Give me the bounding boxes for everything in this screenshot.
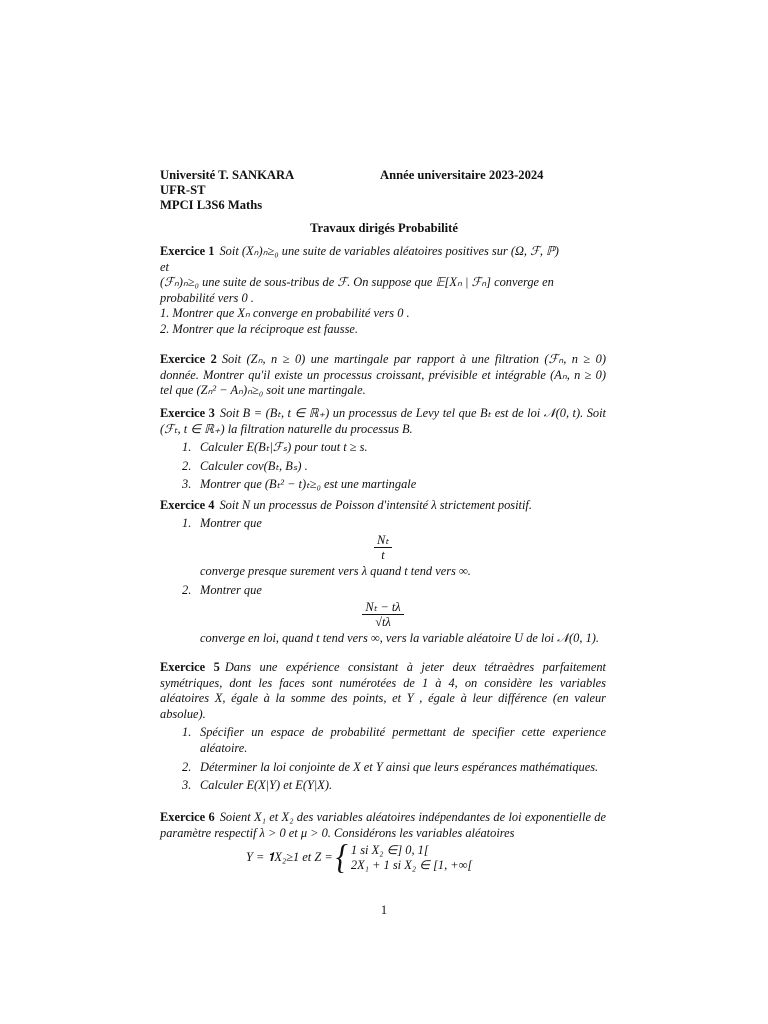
exercise-6 xyxy=(160,810,606,877)
exercise-5-label: Exercice 5 xyxy=(160,660,220,674)
exercise-5-list xyxy=(160,725,606,793)
exercise-3 xyxy=(160,406,606,493)
exercise-2-label: Exercice 2 xyxy=(160,352,217,366)
list-item: 3. Montrer que (Bₜ² − t)ₜ≥₀ est une martingale xyxy=(182,477,417,492)
ufr-name: UFR-ST xyxy=(160,183,206,197)
exercise-1-question-1: 1. Montrer que Xₙ converge en probabilité vers 0 . xyxy=(160,306,410,321)
exercise-4-label: Exercice 4 xyxy=(160,498,215,512)
exercise-1-label: Exercice 1 xyxy=(160,244,215,258)
left-brace-icon: { xyxy=(335,838,348,877)
fraction-nt-over-t: $\frac{\text{Nₜ}}{t}$ xyxy=(160,533,606,562)
exercise-2-text: Soit (Zₙ, n ≥ 0) une martingale par rapport à une filtration (ℱₙ, n ≥ 0) donnée. Montrer qu'il existe un processus croissant, prévisible et intégrable (Aₙ, n ≥ 0) tel que (Zₙ² − Aₙ)ₙ≥₀ soit une martingale. xyxy=(160,352,606,398)
exercise-3-text: Soit B = (Bₜ, t ∈ ℝ₊) un processus de Levy tel que Bₜ est de loi 𝒩(0, t). Soit (ℱₜ, t ∈ ℝ₊) la filtration naturelle du processus B. xyxy=(160,406,606,436)
exercise-1 xyxy=(160,244,606,338)
exercise-1-line3: (ℱₙ)ₙ≥₀ une suite de sous-tribus de ℱ. On suppose que 𝔼[Xₙ | ℱₙ] converge en xyxy=(160,275,554,290)
exercise-1-line4: probabilité vers 0 . xyxy=(160,290,254,305)
piecewise-cases: 1 si X₂ ∈] 0, 1[ 2X₁ + 1 si X₂ ∈ [1, +∞[ xyxy=(350,843,473,873)
exercise-3-list xyxy=(160,440,606,493)
exercise-1-question-2: 2. Montrer que la réciproque est fausse. xyxy=(160,321,358,336)
fraction-clt: $\frac{\text{Nₜ − tλ}}{√t\lambda}$ xyxy=(160,600,606,629)
exercise-4-text: Soit N un processus de Poisson d'intensité λ strictement positif. xyxy=(219,498,532,512)
exercise-1-line1: Soit (Xₙ)ₙ≥₀ une suite de variables aléatoires positives sur (Ω, ℱ, ℙ) xyxy=(219,244,559,258)
university-name: Université T. SANKARA xyxy=(160,168,295,182)
exercise-1-line2: et xyxy=(160,259,169,274)
list-item: 1. Spécifier un espace de probabilité permettant de specifier cette experience aléatoire. xyxy=(182,725,606,755)
exercise-6-label: Exercice 6 xyxy=(160,810,215,824)
exercise-6-text: Soient X₁ et X₂ des variables aléatoires indépendantes de loi exponentielle de paramètre respectif λ > 0 et μ > 0. Considérons les variables aléatoires xyxy=(160,810,606,840)
document-title: Travaux dirigés Probabilité xyxy=(310,221,458,235)
list-item: 1. Montrer que $\frac{\text{Nₜ}}{t}$ converge presque surement vers λ quand t tend vers ∞. xyxy=(160,516,606,580)
list-item: 2. Déterminer la loi conjointe de X et Y ainsi que leurs espérances mathématiques. xyxy=(182,759,599,774)
exercise-5 xyxy=(160,660,606,794)
exercise-4-list xyxy=(160,516,606,647)
exercise-4 xyxy=(160,498,606,647)
program-name: MPCI L3S6 Maths xyxy=(160,198,263,212)
academic-year: Année universitaire 2023-2024 xyxy=(380,168,544,182)
exercise-5-text: Dans une expérience consistant à jeter deux tétraèdres parfaitement symétriques, dont les faces sont numérotées de 1 à 4, on considère les variables aléatoires X, égale à la somme des points, et Y , égale à leur différence (en valeur absolue). xyxy=(160,660,606,721)
exercise-3-label: Exercice 3 xyxy=(160,406,215,420)
exercise-2 xyxy=(160,352,606,399)
exercise-6-formula: Y = 𝟏X₂≥1 et Z = { 1 si X₂ ∈] 0, 1[ 2X₁ + 1 si X₂ ∈ [1, +∞[ xyxy=(246,838,473,877)
page-number: 1 xyxy=(380,903,388,917)
list-item: 3. Calculer E(X|Y) et E(Y|X). xyxy=(182,778,333,793)
list-item: 2. Calculer cov(Bₜ, Bₛ) . xyxy=(182,458,308,473)
list-item: 2. Montrer que $\frac{\text{Nₜ − tλ}}{√t\lambda}$ converge en loi, quand t tend vers ∞, vers la variable aléatoire U de loi 𝒩(0, 1). xyxy=(160,583,606,647)
list-item: 1. Calculer E(Bₜ|ℱₛ) pour tout t ≥ s. xyxy=(182,440,368,455)
